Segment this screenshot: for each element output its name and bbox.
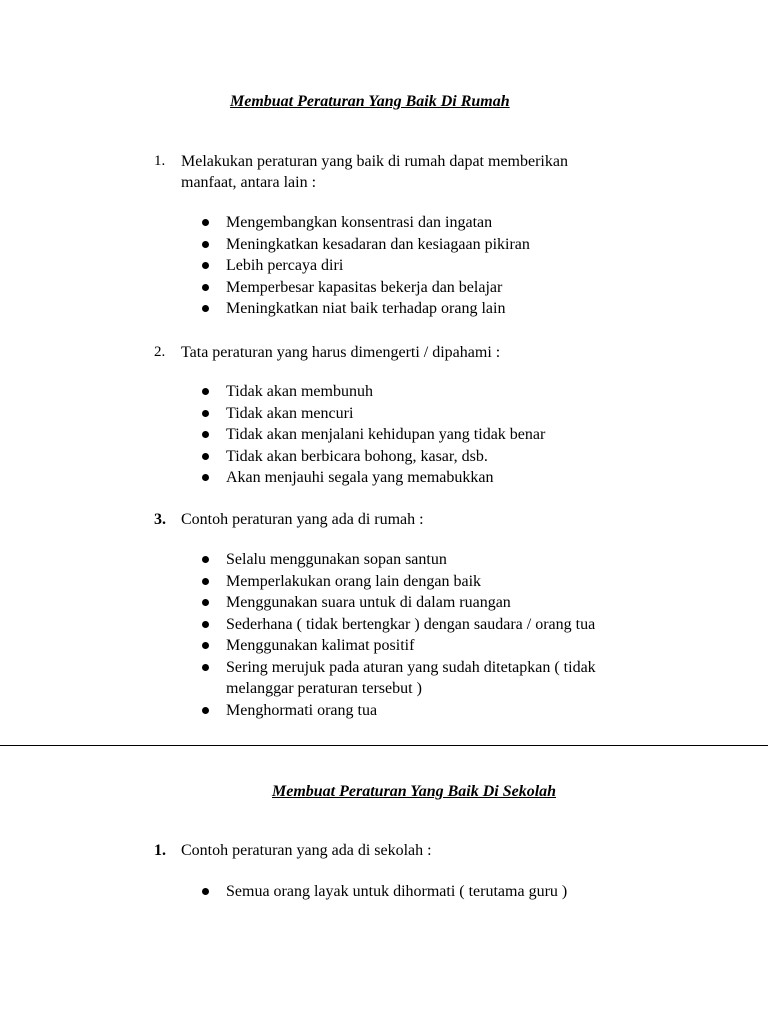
list-item: Memperbesar kapasitas bekerja dan belajar <box>199 277 649 299</box>
list-item: Lebih percaya diri <box>199 255 649 277</box>
item-text: Contoh peraturan yang ada di sekolah : <box>181 842 432 859</box>
bullet-icon <box>202 410 209 417</box>
list-item: Tidak akan membunuh <box>199 381 649 403</box>
bullet-icon <box>202 556 209 563</box>
page-divider <box>0 745 768 746</box>
document-page-2 <box>0 747 768 1024</box>
bullet-icon <box>202 707 209 714</box>
bullet-list-2 <box>199 381 649 489</box>
bullet-icon <box>202 284 209 291</box>
list-item: Meningkatkan niat baik terhadap orang lain <box>199 298 649 320</box>
bullet-icon <box>202 241 209 248</box>
item-text: Melakukan peraturan yang baik di rumah dapat memberikan manfaat, antara lain : <box>181 153 568 191</box>
list-item: Semua orang layak untuk dihormati ( terutama guru ) <box>199 881 649 903</box>
list-item: Menghormati orang tua <box>199 700 649 722</box>
item-number: 1. <box>154 153 166 169</box>
bullet-icon <box>202 888 209 895</box>
bullet-icon <box>202 578 209 585</box>
bullet-icon <box>202 642 209 649</box>
bullet-icon <box>202 599 209 606</box>
list-item: Meningkatkan kesadaran dan kesiagaan pikiran <box>199 234 649 256</box>
list-item: Sering merujuk pada aturan yang sudah ditetapkan ( tidak melanggar peraturan tersebut ) <box>199 657 649 700</box>
bullet-icon <box>202 474 209 481</box>
list-item: Selalu menggunakan sopan santun <box>199 549 649 571</box>
bullet-icon <box>202 262 209 269</box>
numbered-item-3 <box>154 509 634 530</box>
list-item: Tidak akan menjalani kehidupan yang tidak benar <box>199 424 649 446</box>
item-number: 2. <box>154 344 166 360</box>
bullet-list-1 <box>199 212 649 320</box>
bullet-icon <box>202 664 209 671</box>
item-text: Tata peraturan yang harus dimengerti / dipahami : <box>181 344 501 361</box>
bullet-icon <box>202 305 209 312</box>
bullet-icon <box>202 388 209 395</box>
page-title: Membuat Peraturan Yang Baik Di Rumah <box>230 93 510 110</box>
bullet-icon <box>202 219 209 226</box>
item-number: 3. <box>154 511 166 528</box>
page-title: Membuat Peraturan Yang Baik Di Sekolah <box>272 783 557 800</box>
bullet-list-3 <box>199 549 649 721</box>
bullet-list-1 <box>199 881 649 903</box>
list-item: Tidak akan berbicara bohong, kasar, dsb. <box>199 446 649 468</box>
bullet-icon <box>202 431 209 438</box>
numbered-item-2 <box>154 342 634 363</box>
item-text: Contoh peraturan yang ada di rumah : <box>181 511 424 528</box>
list-item: Mengembangkan konsentrasi dan ingatan <box>199 212 649 234</box>
bullet-icon <box>202 453 209 460</box>
numbered-item-1 <box>154 840 634 861</box>
list-item: Menggunakan suara untuk di dalam ruangan <box>199 592 649 614</box>
bullet-icon <box>202 621 209 628</box>
item-number: 1. <box>154 842 166 859</box>
list-item: Akan menjauhi segala yang memabukkan <box>199 467 649 489</box>
list-item: Tidak akan mencuri <box>199 403 649 425</box>
list-item: Memperlakukan orang lain dengan baik <box>199 571 649 593</box>
numbered-item-1 <box>154 151 634 193</box>
list-item: Menggunakan kalimat positif <box>199 635 649 657</box>
list-item: Sederhana ( tidak bertengkar ) dengan saudara / orang tua <box>199 614 649 636</box>
